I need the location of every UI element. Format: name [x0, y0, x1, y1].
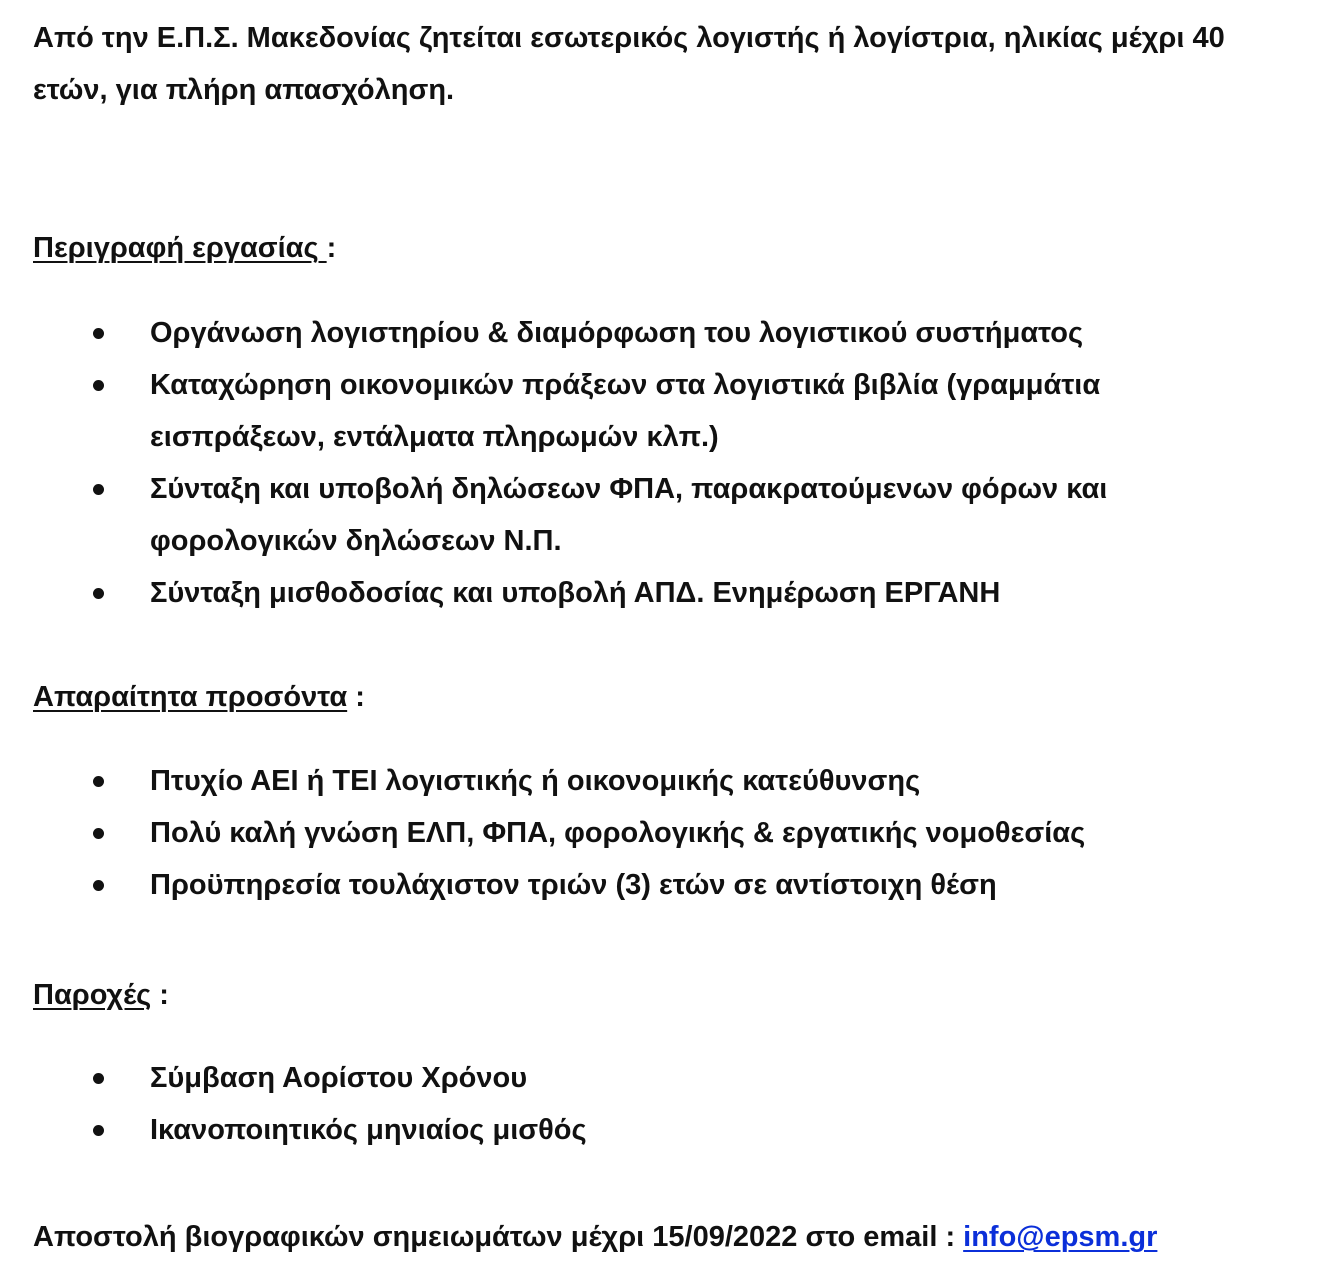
- list-item: [0, 859, 1337, 911]
- requirements-list: [0, 755, 1337, 911]
- intro-paragraph: [33, 12, 1333, 116]
- list-item-text-continued: εισπράξεων, εντάλματα πληρωμών κλπ.): [150, 421, 719, 453]
- list-item: [0, 807, 1337, 859]
- list-item: [0, 1104, 1337, 1156]
- list-item-text: Οργάνωση λογιστηρίου & διαμόρφωση του λογιστικού συστήματος: [150, 317, 1084, 349]
- list-item: [0, 755, 1337, 807]
- list-item-text: Σύνταξη μισθοδοσίας και υποβολή ΑΠΔ. Ενημέρωση ΕΡΓΑΝΗ: [150, 577, 1001, 609]
- email-link[interactable]: info@epsm.gr: [963, 1221, 1158, 1253]
- list-item-text: Καταχώρηση οικονομικών πράξεων στα λογιστικά βιβλία (γραμμάτια: [150, 369, 1101, 401]
- benefits-list: [0, 1052, 1337, 1156]
- bullet-icon: [93, 1125, 104, 1136]
- benefits-heading-colon: :: [151, 979, 169, 1011]
- bullet-icon: [93, 588, 104, 599]
- list-item: [0, 567, 1337, 619]
- job-description-list: [0, 307, 1337, 619]
- job-description-heading-text: Περιγραφή εργασίας: [33, 232, 327, 264]
- bullet-icon: [93, 880, 104, 891]
- bullet-icon: [93, 1073, 104, 1084]
- intro-line-1: Από την Ε.Π.Σ. Μακεδονίας ζητείται εσωτερικός λογιστής ή λογίστρια, ηλικίας μέχρι 40: [33, 22, 1225, 54]
- list-item: [0, 307, 1337, 359]
- requirements-heading: [33, 677, 365, 717]
- application-footer: [33, 1215, 1157, 1259]
- intro-line-2: ετών, για πλήρη απασχόληση.: [33, 74, 455, 106]
- benefits-heading-text: Παροχές: [33, 979, 152, 1011]
- requirements-heading-colon: :: [347, 681, 365, 713]
- benefits-heading: [33, 975, 169, 1015]
- list-item: [0, 1052, 1337, 1104]
- list-item-text: Ικανοποιητικός μηνιαίος μισθός: [150, 1114, 587, 1146]
- list-item-text: Πτυχίο ΑΕΙ ή ΤΕΙ λογιστικής ή οικονομικής κατεύθυνσης: [150, 765, 921, 797]
- job-description-heading-colon: :: [326, 232, 337, 264]
- list-item: [0, 463, 1337, 567]
- job-description-heading: [33, 228, 336, 268]
- list-item: [0, 359, 1337, 463]
- list-item-text: Πολύ καλή γνώση ΕΛΠ, ΦΠΑ, φορολογικής & εργατικής νομοθεσίας: [150, 817, 1086, 849]
- bullet-icon: [93, 776, 104, 787]
- bullet-icon: [93, 328, 104, 339]
- requirements-heading-text: Απαραίτητα προσόντα: [33, 681, 348, 713]
- list-item-text: Σύμβαση Αορίστου Χρόνου: [150, 1062, 528, 1094]
- list-item-text: Σύνταξη και υποβολή δηλώσεων ΦΠΑ, παρακρατούμενων φόρων και: [150, 473, 1108, 505]
- bullet-icon: [93, 828, 104, 839]
- bullet-icon: [93, 484, 104, 495]
- list-item-text: Προϋπηρεσία τουλάχιστον τριών (3) ετών σε αντίστοιχη θέση: [150, 869, 997, 901]
- list-item-text-continued: φορολογικών δηλώσεων Ν.Π.: [150, 525, 562, 557]
- footer-text: Αποστολή βιογραφικών σημειωμάτων μέχρι 15/09/2022 στο email :: [33, 1221, 964, 1253]
- bullet-icon: [93, 380, 104, 391]
